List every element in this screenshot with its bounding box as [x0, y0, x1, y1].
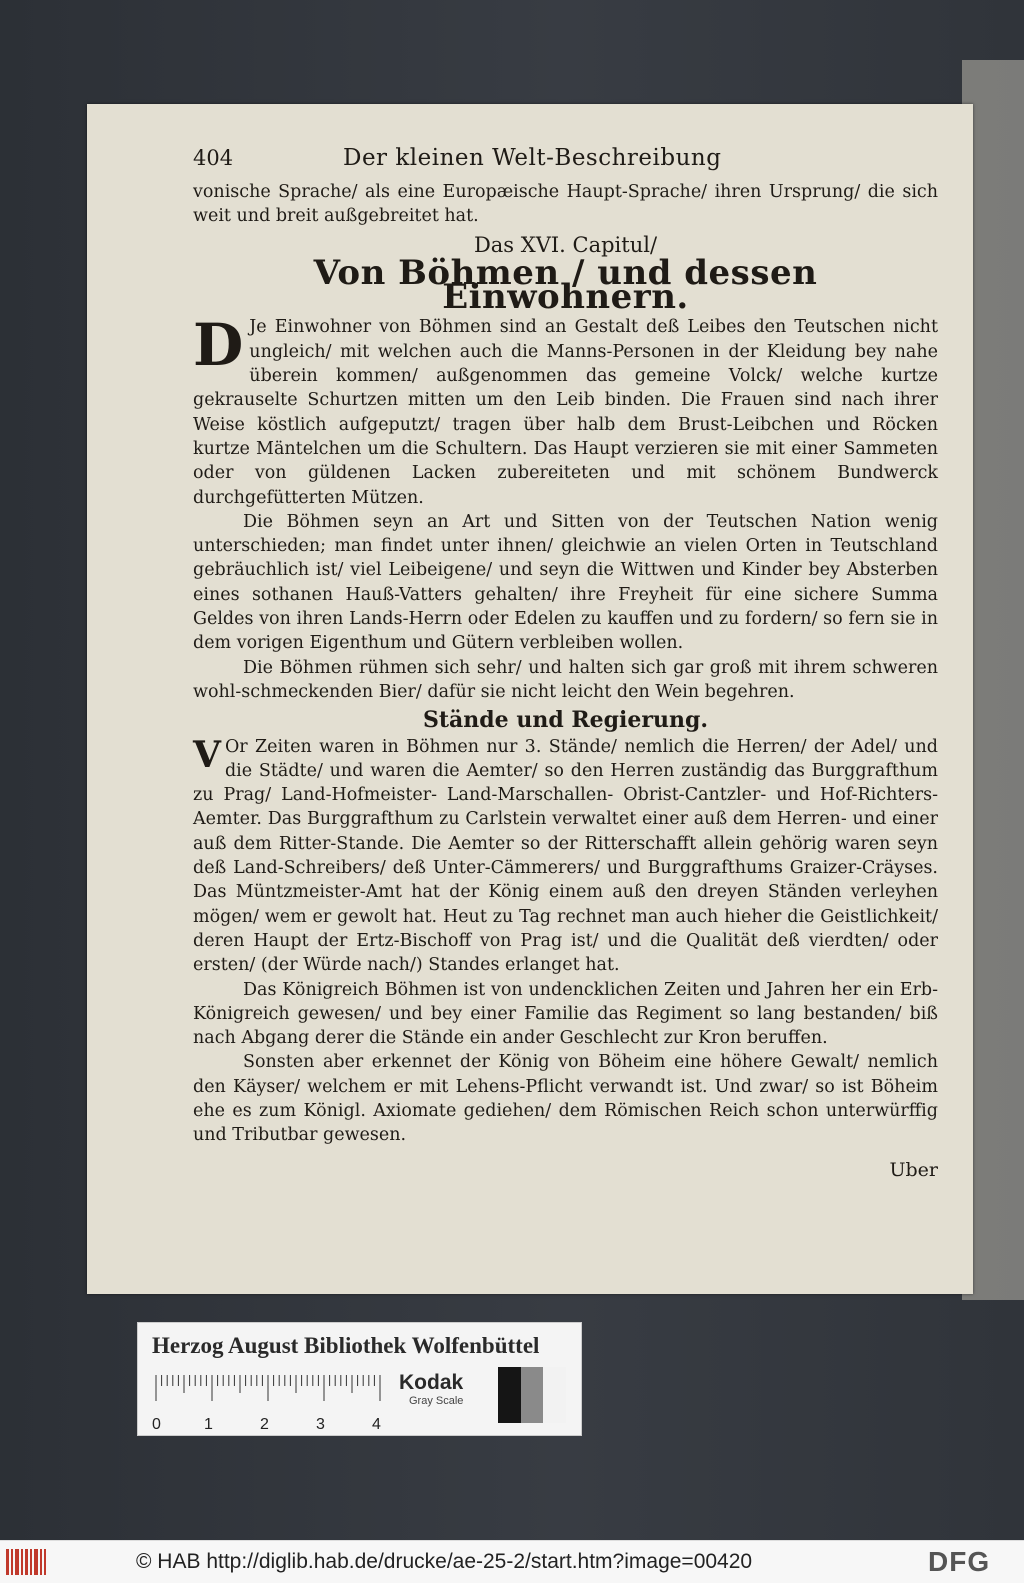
footer-bar — [0, 1540, 1024, 1583]
paragraph-4 — [193, 735, 938, 978]
chapter-heading: Von Böhmen / und dessen Einwohnern. — [313, 252, 818, 318]
gray-patch-mid — [521, 1367, 544, 1423]
kodak-label: Kodak — [399, 1371, 464, 1394]
carryover-text: vonische Sprache/ als eine Europæische Haupt-Sprache/ ihren Ursprung/ die sich weit und breit außgebreitet hat. — [193, 182, 938, 227]
dfg-logo: DFG — [928, 1546, 991, 1577]
catchword: Uber — [889, 1158, 938, 1181]
ruler-label-2: 2 — [260, 1416, 269, 1431]
ruler-label-0: 0 — [152, 1416, 161, 1431]
paragraph-4-text: Or Zeiten waren in Böhmen nur 3. Stände/ nemlich die Herren/ der Adel/ und die Städte/ und waren die Aemter/ so den Herren zuständig das Burggrafthum zu Prag/ Land-Hofmeister- Land-Marschallen- Obrist-Cantzler- und Hof-Richters-Aemter. Das Burggrafthum zu Carlstein verwaltet einer auß dem Herren- und einer auß dem Ritter-Stande. Die Aemter so der Ritterschafft allein gehörig waren seyn deß Land-Schreibers/ deß Unter-Cämmerers/ und Burggrafthums Graizer-Cräyses. Das Müntzmeister-Amt hat der König einem auß den dreyen Ständen verleyhen mögen/ wem er gewolt hat. Heut zu Tag rechnet man auch hieher die Geistlichkeit/ deren Haupt der Ertz-Bischoff von Prag ist/ und die Qualität deß vierdten/ oder ersten/ (der Würde nach/) Standes erlanget hat. — [193, 736, 938, 976]
paragraph-1 — [193, 311, 938, 509]
paragraph-1-text: Je Einwohner von Böhmen sind an Gestalt deß Leibes den Teutschen nicht ungleich/ mit welchen auch die Manns-Personen in der Kleidung bey nahe überein kommen/ außgenommen das gemeine Volck/ welche kurtze gekrauselte Schurtzen mitten um den Leib binden. Die Frauen sind nach ihrer Weise köstlich aufgeputzt/ tragen über halb dem Brust-Leibchen und Röcken kurtze Mäntelchen um die Schultern. Das Haupt verzieren sie mit einer Sammeten oder von güldenen Lacken zubereiteten und mit schönem Bundwerck durchgefütterten Mützen. — [193, 317, 938, 508]
kodak-sub-label: Gray Scale — [409, 1395, 464, 1407]
chapter-label: Das XVI. Capitul/ — [473, 232, 658, 257]
gray-patch-black — [498, 1367, 521, 1423]
hab-barcode-icon — [6, 1549, 46, 1575]
paragraph-3: Die Böhmen rühmen sich sehr/ und halten sich gar groß mit ihrem schweren wohl-schmeckenden Bier/ dafür sie nicht leicht den Wein begehren. — [193, 657, 938, 702]
color-scale-card — [137, 1322, 582, 1436]
dropcap-d: D — [193, 311, 244, 380]
ruler-label-3: 3 — [316, 1416, 325, 1431]
page-number: 404 — [193, 146, 234, 170]
dropcap-v: V — [193, 733, 221, 776]
book-page — [87, 104, 973, 1294]
ruler-label-1: 1 — [204, 1416, 213, 1431]
ruler-label-4: 4 — [372, 1416, 381, 1431]
section-heading: Stände und Regierung. — [422, 707, 708, 734]
paragraph-6: Sonsten aber erkennet der König von Böheim eine höhere Gewalt/ nemlich den Käyser/ welchem er mit Lehens-Pflicht verwandt ist. Und zwar/ so ist Böheim ehe es zum Königl. Axiomate gediehen/ dem Römischen Reich schon unterwürffig und Tributbar gewesen. — [193, 1052, 938, 1146]
ruler — [152, 1373, 396, 1431]
running-title: Der kleinen Welt-Beschreibung — [343, 145, 722, 171]
paragraph-2: Die Böhmen seyn an Art und Sitten von der Teutschen Nation wenig unterschieden; man findet unter ihnen/ gleichwie an vielen Orten in Teutschland gebräuchlich ist/ viel Leibeigene/ und seyn die Wittwen und Kinder bey Absterben eines sothanen Hauß-Vatters gehalten/ ihre Freyheit für eine sichere Summa Geldes von ihren Lands-Herrn oder Edelen zu kauffen und zu fordern/ so fern sie in dem vorigen Eigenthum und Gütern verbleiben wollen. — [193, 511, 938, 654]
page-text — [193, 146, 938, 1182]
footer-credit-link[interactable]: © HAB http://diglib.hab.de/drucke/ae-25-2/start.htm?image=00420 — [136, 1550, 753, 1573]
gray-patches — [498, 1367, 566, 1423]
library-name: Herzog August Bibliothek Wolfenbüttel — [152, 1333, 540, 1358]
paragraph-5: Das Königreich Böhmen ist von undencklichen Zeiten und Jahren her ein Erb-Königreich gewesen/ und bey einer Familie das Regiment so lang bestanden/ biß nach Abgang derer die Stände ein ander Geschlecht zur Kron beruffen. — [193, 979, 938, 1049]
running-head — [193, 146, 938, 180]
gray-patch-white — [543, 1367, 566, 1423]
